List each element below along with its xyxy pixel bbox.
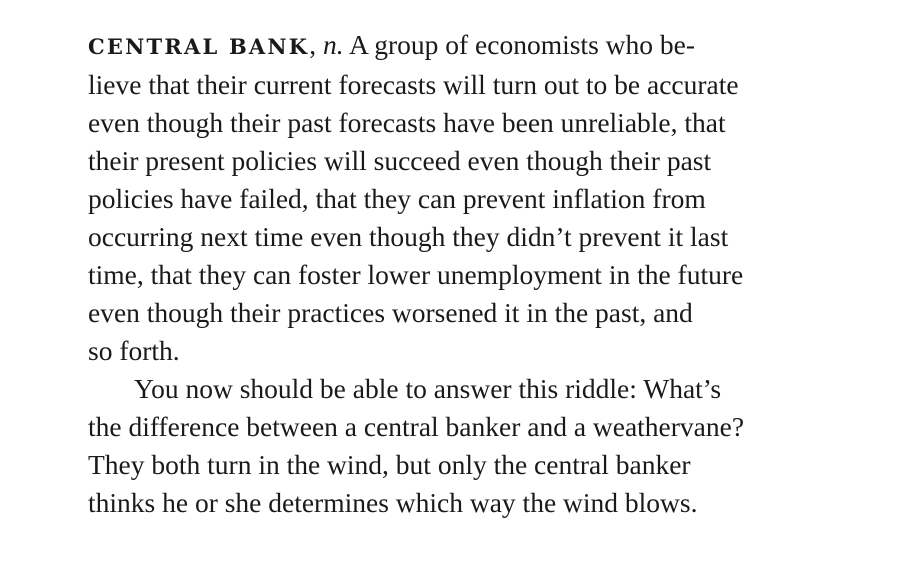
headword: CENTRAL BANK	[88, 34, 310, 59]
definition-text: A group of economists who be-	[349, 29, 695, 60]
headword-punct: ,	[309, 29, 317, 60]
definition-line-5: policies have failed, that they can prevent inflation from	[88, 183, 706, 214]
definition-line-1	[88, 26, 828, 66]
definition-line-4: their present policies will succeed even though their past	[88, 145, 712, 176]
riddle-line-3: They both turn in the wind, but only the central banker	[88, 449, 691, 480]
definition-line-6: occurring next time even though they didn’t prevent it last	[88, 221, 729, 252]
riddle-line-1: You now should be able to answer this riddle: What’s	[134, 373, 722, 404]
definition-line-8: even though their practices worsened it in the past, and	[88, 297, 693, 328]
riddle-line-2: the difference between a central banker and a weathervane?	[88, 411, 745, 442]
riddle-line-4: thinks he or she determines which way the wind blows.	[88, 487, 698, 518]
definition-line-9: so forth.	[88, 335, 180, 366]
definition-line-3: even though their past forecasts have been unreliable, that	[88, 107, 726, 138]
definition-line-7: time, that they can foster lower unemployment in the future	[88, 259, 744, 290]
part-of-speech: n.	[323, 29, 344, 60]
definition-line-2: lieve that their current forecasts will turn out to be accurate	[88, 69, 739, 100]
dictionary-entry	[88, 26, 828, 522]
